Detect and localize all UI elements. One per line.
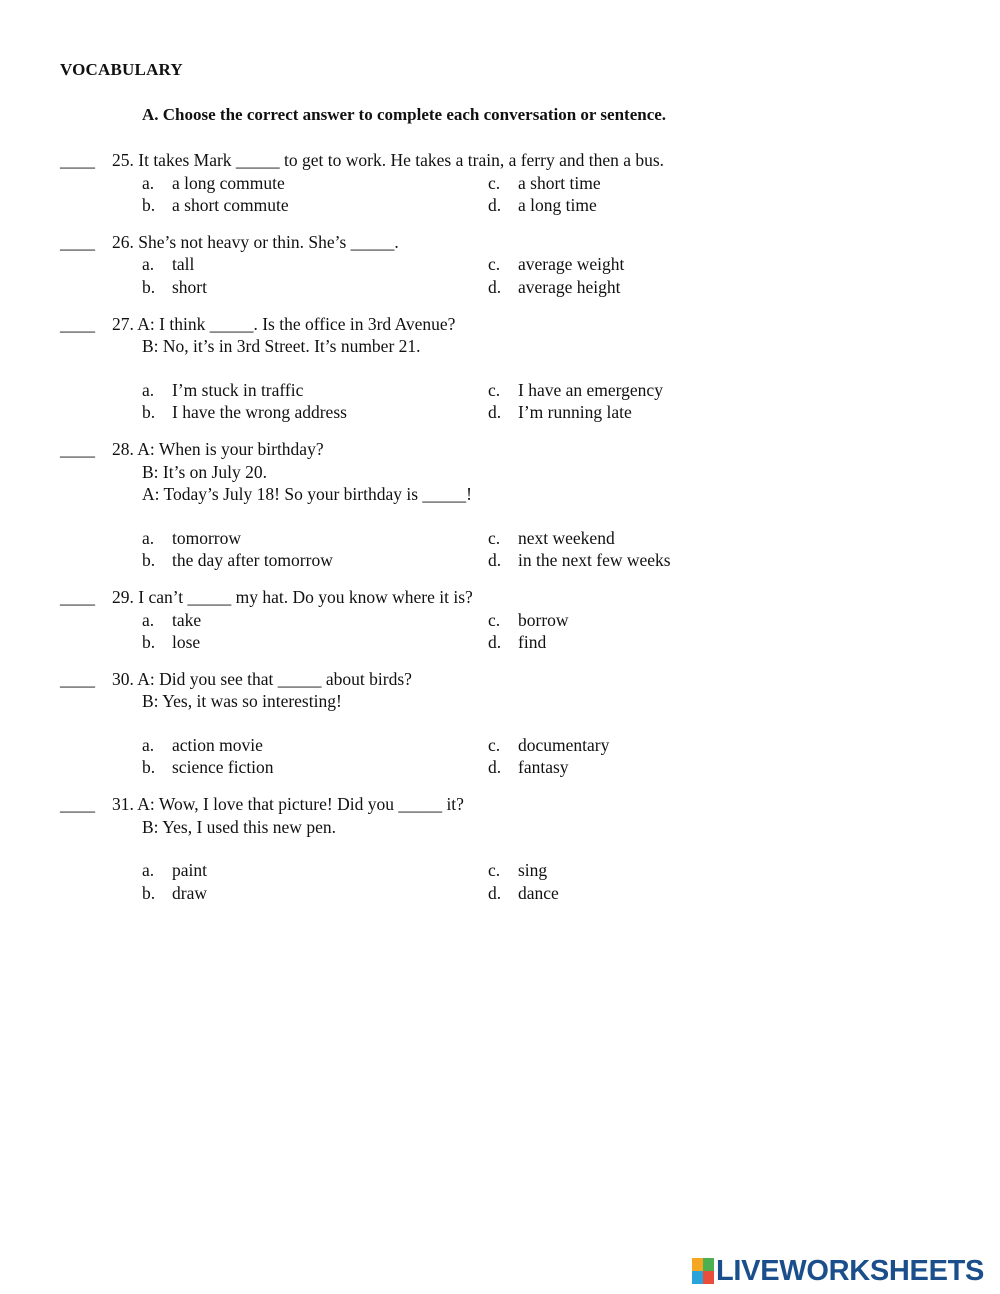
option-b[interactable] — [142, 194, 289, 217]
answer-blank[interactable]: ____ — [60, 150, 95, 170]
option-letter: a. — [142, 734, 155, 755]
dialogue-line: A: Today’s July 18! So your birthday is _____! — [142, 484, 472, 505]
dialogue-line: B: Yes, I used this new pen. — [142, 816, 336, 837]
option-c[interactable] — [488, 379, 663, 402]
option-letter: a. — [142, 379, 155, 400]
dialogue-line: B: It’s on July 20. — [142, 461, 267, 482]
option-text: paint — [172, 860, 207, 881]
option-text: in the next few weeks — [518, 550, 671, 571]
question-text: 27. A: I think _____. Is the office in 3rd Avenue? — [112, 313, 456, 334]
option-letter: c. — [488, 609, 501, 630]
option-a[interactable] — [142, 379, 303, 402]
option-letter: b. — [142, 632, 156, 653]
option-text: the day after tomorrow — [172, 550, 333, 571]
answer-blank[interactable]: ____ — [60, 668, 95, 689]
option-letter: d. — [488, 882, 502, 903]
option-d[interactable] — [488, 631, 546, 654]
option-a[interactable] — [142, 527, 241, 550]
liveworksheets-logo — [692, 1256, 984, 1286]
logo-mark-icon — [692, 1258, 714, 1284]
option-letter: d. — [488, 402, 502, 423]
option-letter: b. — [142, 550, 156, 571]
answer-blank[interactable]: ____ — [60, 586, 95, 607]
answer-blank[interactable]: ____ — [60, 794, 95, 815]
option-text: action movie — [172, 734, 263, 755]
question-text: 29. I can’t _____ my hat. Do you know where it is? — [112, 586, 473, 607]
question-31 — [60, 793, 960, 904]
option-letter: c. — [488, 254, 501, 275]
option-text: take — [172, 609, 202, 630]
section-title: VOCABULARY — [60, 60, 183, 79]
option-b[interactable] — [142, 276, 207, 299]
option-c[interactable] — [488, 527, 615, 550]
question-27 — [60, 313, 960, 424]
option-a[interactable] — [142, 253, 194, 276]
option-d[interactable] — [488, 549, 671, 572]
question-28 — [60, 438, 960, 572]
option-text: a long commute — [172, 172, 285, 193]
option-c[interactable] — [488, 172, 601, 195]
question-30 — [60, 668, 960, 779]
dialogue-line: B: Yes, it was so interesting! — [142, 691, 342, 712]
answer-blank[interactable]: ____ — [60, 231, 95, 252]
option-c[interactable] — [488, 734, 609, 757]
option-letter: b. — [142, 276, 156, 297]
question-25 — [60, 149, 960, 217]
option-letter: b. — [142, 195, 156, 216]
option-b[interactable] — [142, 401, 347, 424]
option-text: lose — [172, 632, 201, 653]
option-text: average height — [518, 276, 621, 297]
option-letter: a. — [142, 527, 155, 548]
option-b[interactable] — [142, 756, 274, 779]
option-text: I have the wrong address — [172, 402, 347, 423]
question-text: 30. A: Did you see that _____ about birds? — [112, 668, 412, 689]
option-b[interactable] — [142, 549, 333, 572]
option-text: I have an emergency — [518, 379, 663, 400]
option-letter: c. — [488, 734, 501, 755]
logo-text: LIVEWORKSHEETS — [716, 1254, 985, 1287]
option-letter: c. — [488, 379, 501, 400]
option-text: fantasy — [518, 757, 569, 778]
question-list — [60, 149, 960, 904]
question-text: 25. It takes Mark _____ to get to work. He takes a train, a ferry and then a bus. — [112, 150, 665, 170]
option-letter: c. — [488, 527, 501, 548]
option-letter: d. — [488, 632, 502, 653]
option-a[interactable] — [142, 859, 207, 882]
option-text: I’m running late — [518, 402, 632, 423]
option-letter: a. — [142, 172, 155, 193]
option-text: sing — [518, 860, 548, 881]
option-letter: d. — [488, 550, 502, 571]
option-text: dance — [518, 882, 559, 903]
option-text: draw — [172, 882, 207, 903]
option-text: borrow — [518, 609, 569, 630]
option-a[interactable] — [142, 609, 201, 632]
option-letter: b. — [142, 882, 156, 903]
option-letter: c. — [488, 860, 501, 881]
option-text: documentary — [518, 734, 610, 755]
option-text: next weekend — [518, 527, 615, 548]
option-letter: a. — [142, 609, 155, 630]
option-text: tall — [172, 254, 195, 275]
option-b[interactable] — [142, 631, 200, 654]
option-letter: c. — [488, 172, 501, 193]
option-letter: d. — [488, 195, 502, 216]
answer-blank[interactable]: ____ — [60, 313, 95, 334]
option-text: average weight — [518, 254, 625, 275]
option-text: a short time — [518, 172, 601, 193]
option-letter: b. — [142, 757, 156, 778]
question-text: 26. She’s not heavy or thin. She’s _____. — [112, 231, 399, 252]
option-a[interactable] — [142, 734, 263, 757]
option-text: find — [518, 632, 547, 653]
option-letter: d. — [488, 276, 502, 297]
option-text: short — [172, 276, 207, 297]
question-29 — [60, 586, 960, 654]
option-text: tomorrow — [172, 527, 242, 548]
question-text: 28. A: When is your birthday? — [112, 438, 324, 459]
answer-blank[interactable]: ____ — [60, 438, 95, 459]
option-letter: d. — [488, 757, 502, 778]
option-letter: a. — [142, 254, 155, 275]
option-d[interactable] — [488, 194, 597, 217]
option-a[interactable] — [142, 172, 285, 195]
option-c[interactable] — [488, 253, 624, 276]
option-letter: b. — [142, 402, 156, 423]
option-letter: a. — [142, 860, 155, 881]
instruction-heading: A. Choose the correct answer to complete each conversation or sentence. — [142, 105, 667, 124]
option-b[interactable] — [142, 882, 207, 905]
option-c[interactable] — [488, 859, 547, 882]
option-text: a short commute — [172, 195, 289, 216]
dialogue-line: B: No, it’s in 3rd Street. It’s number 21. — [142, 336, 421, 357]
question-text: 31. A: Wow, I love that picture! Did you _____ it? — [112, 794, 464, 815]
option-text: a long time — [518, 195, 597, 216]
option-d[interactable] — [488, 276, 621, 299]
question-26 — [60, 231, 960, 299]
option-d[interactable] — [488, 756, 569, 779]
option-c[interactable] — [488, 609, 569, 632]
option-d[interactable] — [488, 401, 632, 424]
option-text: I’m stuck in traffic — [172, 379, 304, 400]
option-text: science fiction — [172, 757, 274, 778]
option-d[interactable] — [488, 882, 559, 905]
